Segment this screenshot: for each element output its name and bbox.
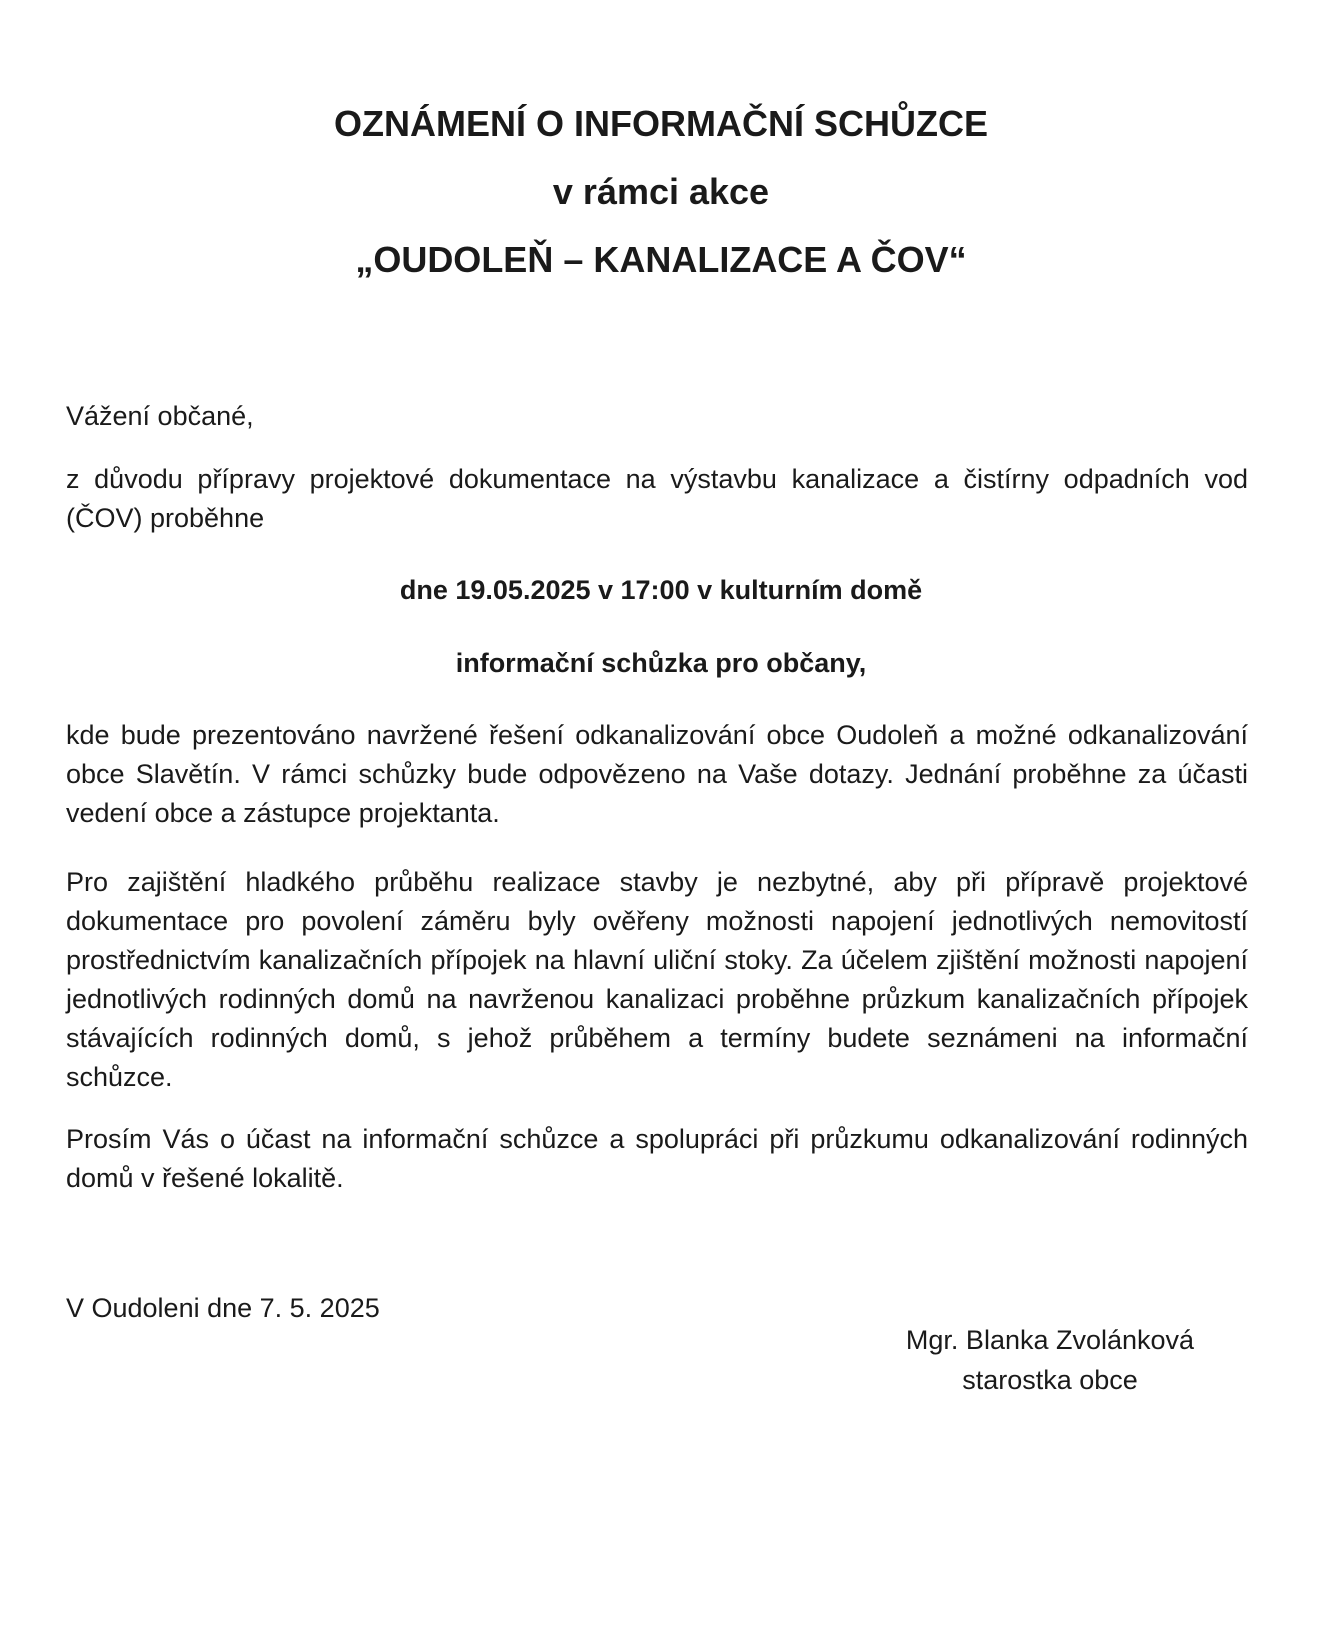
greeting: Vážení občané, (66, 401, 254, 431)
document-subtitle: v rámci akce (552, 171, 770, 212)
signature-block (860, 1320, 1240, 1400)
intro-paragraph: z důvodu přípravy projektové dokumentace na výstavbu kanalizace a čistírny odpadních vod (ČOV) proběhne (66, 464, 1248, 533)
document-header (0, 100, 1322, 304)
signatory-name: Mgr. Blanka Zvolánková (905, 1325, 1195, 1355)
place-and-date: V Oudoleni dne 7. 5. 2025 (66, 1293, 380, 1323)
signatory-role: starostka obce (962, 1365, 1138, 1395)
project-name: „OUDOLEŇ – KANALIZACE A ČOV“ (355, 239, 967, 280)
meeting-description: informační schůzka pro občany, (455, 648, 867, 678)
paragraph-presentation: kde bude prezentováno navržené řešení odkanalizování obce Oudoleň a možné odkanalizování obce Slavětín. V rámci schůzky bude odpovězeno na Vaše dotazy. Jednání proběhne za účasti vedení obce a zástupce projektanta. (66, 720, 1248, 828)
paragraph-request: Prosím Vás o účast na informační schůzce a spolupráci při průzkumu odkanalizování rodinných domů v řešené lokalitě. (66, 1124, 1248, 1193)
paragraph-survey: Pro zajištění hladkého průběhu realizace stavby je nezbytné, aby při přípravě projektové dokumentace pro povolení záměru byly ověřeny možnosti napojení jednotlivých nemovitostí prostřednictvím kanalizačních přípojek na hlavní uliční stoky. Za účelem zjištění možnosti napojení jednotlivých rodinných domů na navrženou kanalizaci proběhne průzkum kanalizačních přípojek stávajících rodinných domů, s jehož průběhem a termíny budete seznámeni na informační schůzce. (66, 867, 1248, 1092)
document-title: OZNÁMENÍ O INFORMAČNÍ SCHŮZCE (334, 103, 988, 144)
meeting-date: dne 19.05.2025 v 17:00 v kulturním domě (399, 575, 923, 605)
